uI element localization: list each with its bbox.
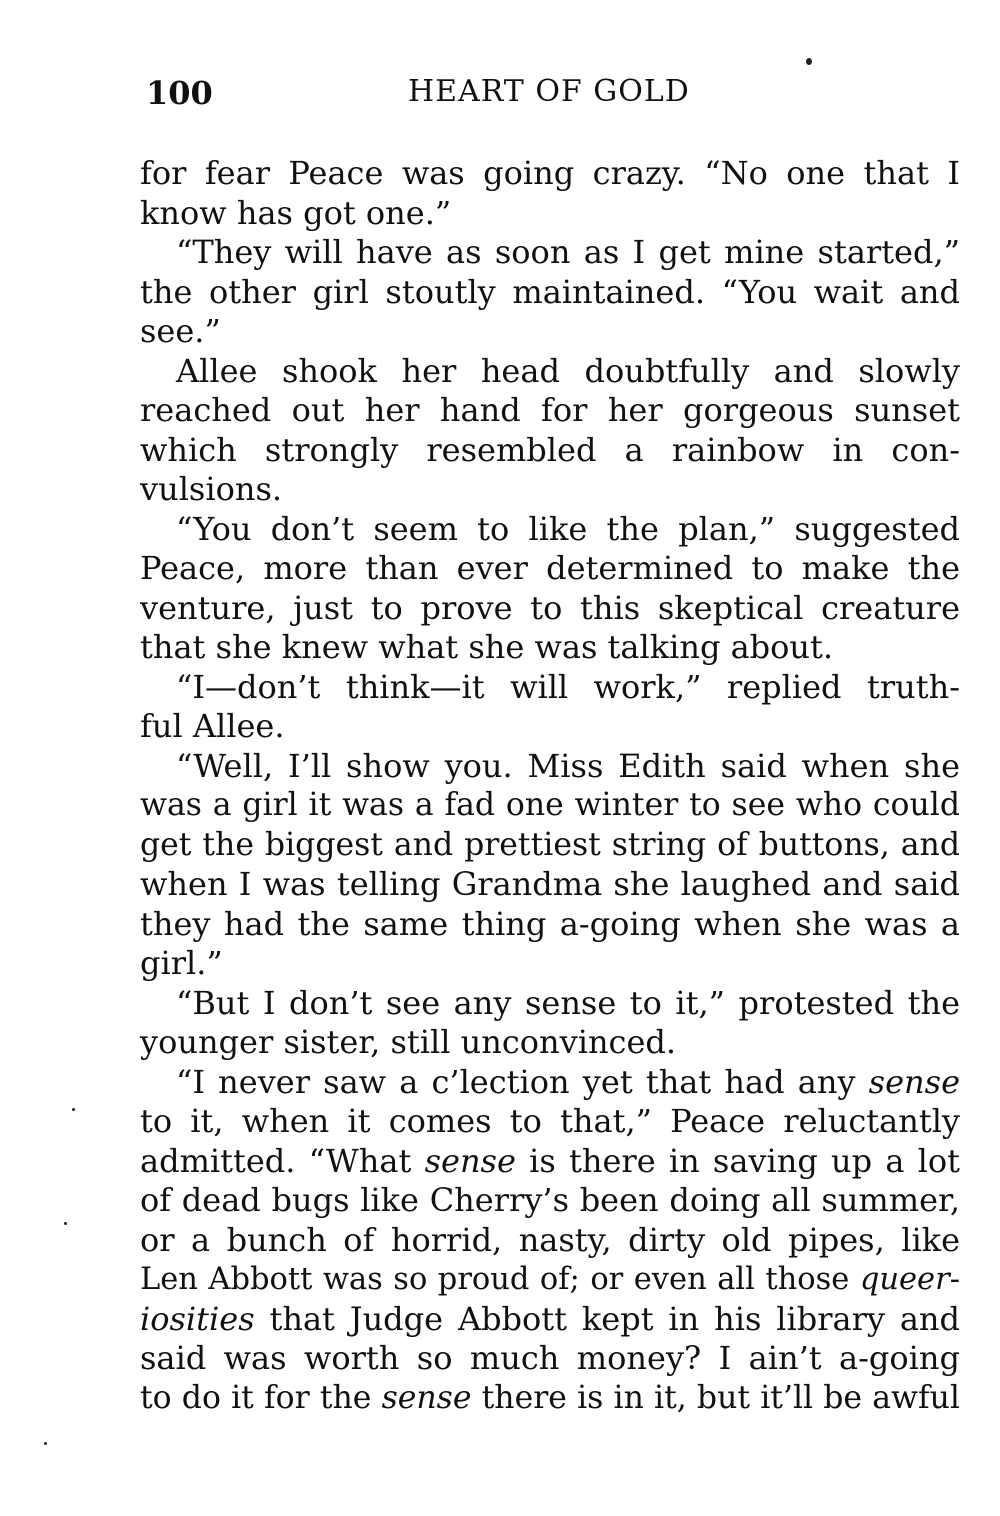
italic-word: sense: [424, 1141, 516, 1180]
text-line: the other girl stoutly maintained. “You wait and: [140, 272, 960, 311]
text-line: venture, just to prove to this skeptical creature: [140, 588, 960, 627]
line-text: is there in saving up a lot: [515, 1141, 961, 1180]
text-line: [140, 1379, 960, 1419]
text-line: vulsions.: [140, 470, 283, 508]
page-header: [146, 74, 706, 124]
text-line: “Well, I’ll show you. Miss Edith said when she: [176, 746, 960, 785]
print-speck: [44, 1442, 47, 1445]
text-line: to it, when it comes to that,” Peace reluctantly: [140, 1102, 960, 1140]
print-speck: [64, 1222, 67, 1225]
italic-word: sense: [381, 1379, 472, 1416]
line-text: admitted. “What: [140, 1141, 425, 1180]
text-line: Allee shook her head doubtfully and slowly: [176, 351, 960, 390]
text-line: that she knew what she was talking about.: [140, 628, 834, 666]
italic-word: queer-: [859, 1262, 960, 1297]
text-line: [140, 1260, 960, 1300]
text-line: they had the same thing a-going when she was a: [140, 904, 960, 943]
text-line: reached out her hand for her gorgeous sunset: [140, 391, 960, 429]
text-line: when I was telling Grandma she laughed and said: [140, 865, 960, 903]
text-line: “But I don’t see any sense to it,” protested the: [176, 983, 960, 1022]
text-line: see.”: [140, 312, 221, 350]
text-line: [140, 1063, 960, 1103]
text-line: for fear Peace was going crazy. “No one that I: [140, 154, 960, 192]
italic-word: sense: [868, 1062, 960, 1101]
text-line: was a girl it was a fad one winter to see who could: [140, 787, 960, 823]
text-line: get the biggest and prettiest string of buttons, and: [140, 826, 960, 863]
italic-word: iosities: [140, 1299, 255, 1338]
text-line: ful Allee.: [140, 707, 285, 745]
text-line: “You don’t seem to like the plan,” suggested: [176, 509, 960, 548]
text-line: or a bunch of horrid, nasty, dirty old pipes, like: [140, 1220, 960, 1259]
line-text: “I never saw a c’lection yet that had any: [176, 1062, 869, 1101]
text-line: “I—don’t think—it will work,” replied truth-: [176, 667, 960, 706]
body-text: [140, 154, 960, 1418]
running-head: HEART OF GOLD: [408, 74, 690, 109]
line-text: that Judge Abbott kept in his library and: [254, 1299, 960, 1338]
text-line: “They will have as soon as I get mine started,”: [176, 233, 960, 271]
text-line: Peace, more than ever determined to make the: [140, 549, 960, 587]
line-text: there is in it, but it’ll be awful: [471, 1379, 960, 1416]
text-line: [140, 1300, 960, 1340]
text-line: said was worth so much money? I ain’t a-going: [140, 1339, 960, 1377]
line-text: to do it for the: [140, 1379, 382, 1416]
line-text: Len Abbott was so proud of; or even all those: [140, 1262, 860, 1297]
text-line: girl.”: [140, 944, 223, 982]
page-number: 100: [146, 74, 213, 112]
text-line: which strongly resembled a rainbow in con-: [140, 430, 960, 469]
text-line: of dead bugs like Cherry’s been doing all summer,: [140, 1181, 960, 1219]
text-line: [140, 1142, 960, 1182]
print-speck: [72, 1108, 75, 1111]
text-line: younger sister, still unconvinced.: [140, 1023, 677, 1061]
print-speck: [806, 58, 812, 65]
text-line: know has got one.”: [140, 193, 452, 232]
